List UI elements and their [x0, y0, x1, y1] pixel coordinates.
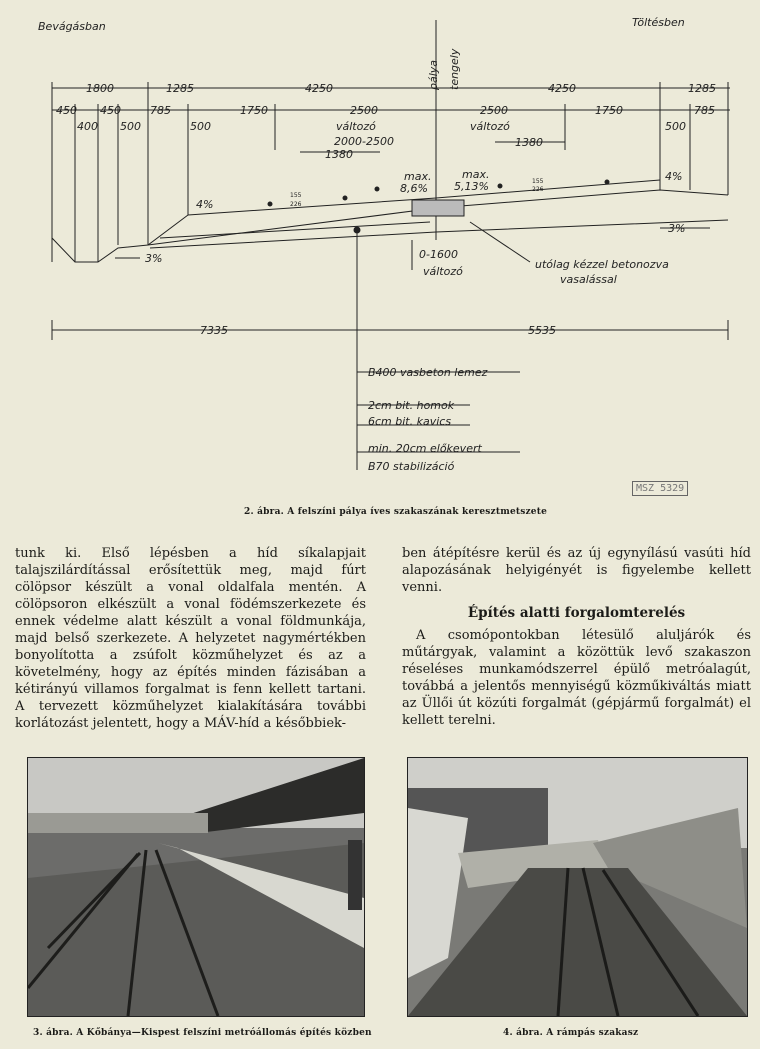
dim-top-4: 4250 [548, 82, 576, 95]
label-max-right-value: 5,13% [454, 180, 489, 193]
dim-third-2: 500 [120, 120, 141, 133]
layer-2: 2cm bit. homok [368, 399, 455, 412]
figure-3-caption: 3. ábra. A Kőbánya—Kispest felszíni metróállomás építés közben [33, 1028, 372, 1038]
label-right-side: Töltésben [632, 16, 685, 29]
label-slope-4-left: 4% [196, 198, 214, 211]
figure-3-photo [27, 757, 365, 1017]
axis-label-1: pálya [427, 59, 440, 90]
note-line-2: vasalással [560, 273, 617, 286]
figure-2-caption: 2. ábra. A felszíni pálya íves szakaszának keresztmetszete [244, 507, 548, 517]
label-max-left-value: 8,6% [400, 182, 428, 195]
dim-third-4: 500 [665, 120, 686, 133]
label-slope-4-right: 4% [665, 170, 683, 183]
small-226-left: 226 [290, 201, 302, 208]
dim-second-2: 450 [100, 104, 121, 117]
dim-bottom-1: 7335 [200, 324, 228, 337]
cross-section-drawing [0, 0, 760, 505]
dim-second-1: 450 [56, 104, 77, 117]
dim-top-2: 1285 [166, 82, 194, 95]
section-heading: Építés alatti forgalomterelés [467, 605, 686, 621]
small-155-left: 155 [290, 192, 302, 199]
dim-1380-right: 1380 [515, 136, 543, 149]
left-column-text: tunk ki. Első lépésben a híd síkalapjait talajszilárdítással erősítettük meg, majd fúrt cölöpsor készült a vonal oldalfala mentén. A cölöpsoron elkészült a vonal födémszerkezete és ennek védelme alatt készült a vonal földmunkája, majd belső szerkezete. A helyzetet nagymértékben bonyolította a zsúfolt közműhelyzet és az a követelmény, hogy az építés minden fázisában a kétirányú villamos forgalmat is fenn kellett tartani. A tervezett közműhelyzet kialakítására további korlátozást jelentett, hogy a MÁV-híd a későbbiek- [15, 546, 366, 731]
right-column [402, 545, 751, 729]
label-variable-right: változó [470, 120, 510, 133]
note-line-1: utólag kézzel betonozva [535, 258, 669, 271]
layer-3: 6cm bit. kavics [368, 415, 452, 428]
right-column-paragraph: A csomópontokban létesülő aluljárók és műtárgyak, valamint a közöttük levő szakaszon réseléses munkamódszerrel épülő metróalagút, továbbá a jelentős mennyiségű közműkiváltás miatt az Üllői út közúti forgalmát (gépjármű forgalmát) el kellett terelni. [402, 628, 751, 728]
axis-label-2: tengely [448, 48, 461, 90]
dim-second-7: 1750 [595, 104, 623, 117]
label-depth-range: 0-1600 [419, 248, 458, 261]
layer-5: B70 stabilizáció [368, 460, 455, 473]
figure-4-photo [407, 757, 748, 1017]
small-155-right: 155 [532, 178, 544, 185]
dim-second-6: 2500 [480, 104, 508, 117]
dim-second-3: 785 [150, 104, 171, 117]
dim-second-8: 785 [694, 104, 715, 117]
dim-top-1: 1800 [86, 82, 114, 95]
label-slope-3-right: 3% [668, 222, 686, 235]
dim-top-5: 1285 [688, 82, 716, 95]
label-depth-variable: változó [423, 265, 463, 278]
small-226-right: 226 [532, 186, 544, 193]
layer-4: min. 20cm előkevert [368, 442, 482, 455]
dim-bottom-2: 5535 [528, 324, 556, 337]
label-slope-3-left: 3% [145, 252, 163, 265]
label-left-side: Bevágásban [38, 20, 106, 33]
dim-top-3: 4250 [305, 82, 333, 95]
left-column [15, 545, 366, 732]
label-variable-left: változó [336, 120, 376, 133]
stamp: MSZ 5329 [632, 481, 688, 496]
label-max-right: max. [462, 168, 490, 181]
layer-1: B400 vasbeton lemez [368, 366, 488, 379]
dim-second-5: 2500 [350, 104, 378, 117]
dim-third-3: 500 [190, 120, 211, 133]
label-range-2000-2500: 2000-2500 [334, 135, 394, 148]
dim-1380-left: 1380 [325, 148, 353, 161]
dim-third-1: 400 [77, 120, 98, 133]
right-column-continuation: ben átépítésre kerül és az új egynyílású vasúti híd alapozásának helyigényét is figyelembe kellett venni. [402, 546, 751, 595]
label-max-left: max. [404, 170, 432, 183]
figure-4-caption: 4. ábra. A rámpás szakasz [503, 1028, 639, 1038]
dim-second-4: 1750 [240, 104, 268, 117]
